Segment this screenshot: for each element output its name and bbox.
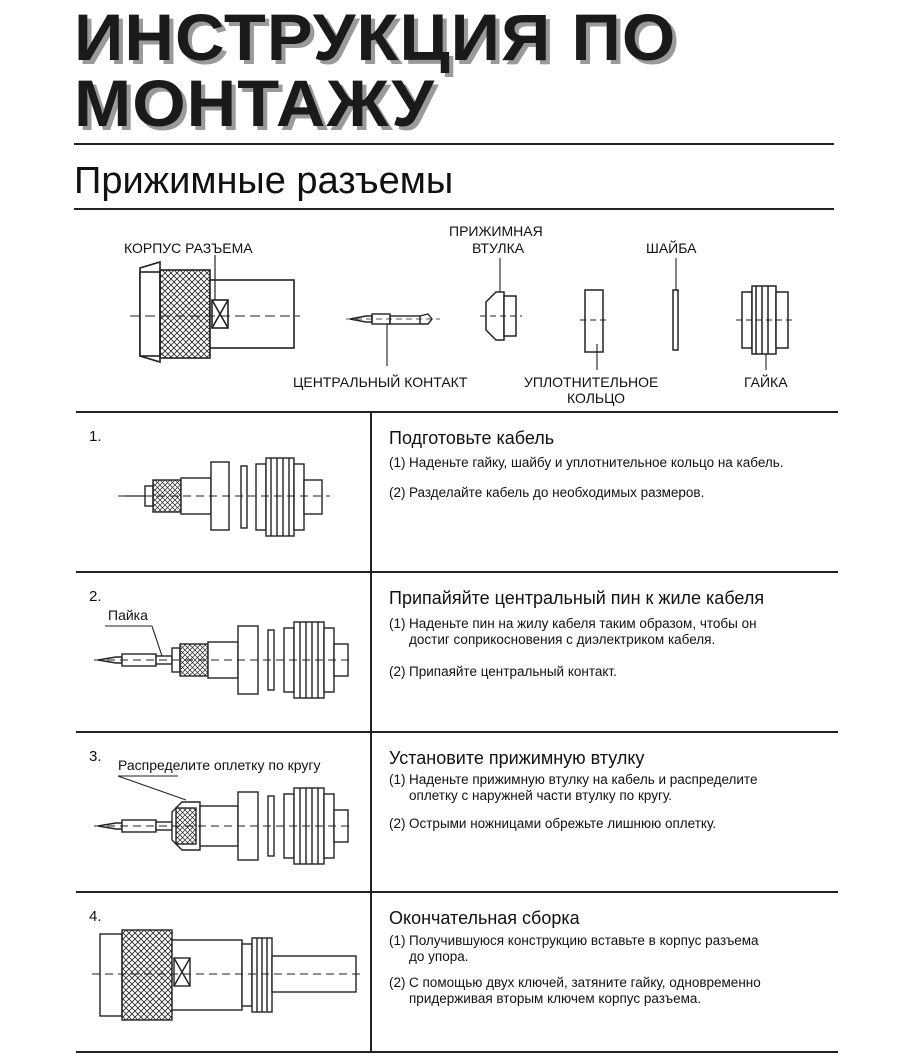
- item-text: Разделайте кабель до необходимых размеров.: [409, 485, 705, 500]
- step-1-number: 1.: [89, 428, 102, 445]
- part-label-body: КОРПУС РАЗЪЕМА: [124, 240, 253, 256]
- step-3-number: 3.: [89, 748, 102, 765]
- part-label-bushing-1: ПРИЖИМНАЯ: [449, 223, 543, 239]
- step-3-title: Установите прижимную втулку: [389, 748, 645, 768]
- step-3-callout: Распределите оплетку по кругу: [118, 757, 321, 773]
- item-text: С помощью двух ключей, затяните гайку, одновременно: [409, 975, 761, 990]
- item-number: (2): [389, 975, 406, 990]
- page-subtitle: Прижимные разъемы: [74, 160, 454, 202]
- item-text: Наденьте гайку, шайбу и уплотнительное кольцо на кабель.: [409, 455, 784, 470]
- page-title-line-1: ИНСТРУКЦИЯ ПО: [74, 0, 677, 74]
- step-2-item-2: [389, 664, 617, 680]
- part-label-center-contact: ЦЕНТРАЛЬНЫЙ КОНТАКТ: [293, 374, 468, 390]
- item-text: Острыми ножницами обрежьте лишнюю оплетку.: [409, 816, 717, 831]
- part-label-seal-2: КОЛЬЦО: [567, 390, 626, 406]
- part-label-washer: ШАЙБА: [646, 240, 697, 256]
- item-number: (1): [389, 772, 406, 787]
- step-2-item-1: [389, 616, 757, 632]
- step-4-item-2-cont: придерживая вторым ключем корпус разъема.: [409, 991, 702, 1006]
- item-number: (1): [389, 933, 406, 948]
- item-number: (2): [389, 816, 406, 831]
- step-4-title: Окончательная сборка: [389, 908, 580, 928]
- step-4-item-1-cont: до упора.: [409, 949, 469, 964]
- step-2-callout: Пайка: [108, 607, 148, 623]
- step-2-number: 2.: [89, 588, 102, 605]
- step-2-title: Припайяйте центральный пин к жиле кабеля: [389, 588, 765, 608]
- item-text: Наденьте пин на жилу кабеля таким образом, чтобы он: [409, 616, 757, 631]
- item-text: Припаяйте центральный контакт.: [409, 664, 617, 679]
- item-number: (2): [389, 485, 406, 500]
- item-text: Наденьте прижимную втулку на кабель и распределите: [409, 772, 758, 787]
- step-4-item-2: [389, 975, 761, 991]
- page-title-line-2: МОНТАЖУ: [74, 66, 436, 140]
- step-4-item-1: [389, 933, 759, 949]
- step-3-diagram: [94, 776, 352, 864]
- step-3-item-2: [389, 816, 716, 832]
- item-number: (1): [389, 455, 406, 470]
- part-label-bushing-2: ВТУЛКА: [472, 240, 525, 256]
- item-number: (1): [389, 616, 406, 631]
- item-number: (2): [389, 664, 406, 679]
- item-text: Получившуюся конструкцию вставьте в корпус разъема: [409, 933, 759, 948]
- part-label-nut: ГАЙКА: [744, 374, 788, 390]
- step-1-title: Подготовьте кабель: [389, 428, 555, 448]
- step-3-item-1-cont: оплетку с наружней части втулку по кругу.: [409, 788, 673, 803]
- step-2-diagram: [94, 622, 352, 698]
- part-label-seal-1: УПЛОТНИТЕЛЬНОЕ: [524, 374, 659, 390]
- step-4-number: 4.: [89, 908, 102, 925]
- step-2-item-1-cont: достиг соприкосновения с диэлектриком кабеля.: [409, 632, 716, 647]
- step-4-diagram: [92, 930, 360, 1020]
- step-3-item-1: [389, 772, 757, 788]
